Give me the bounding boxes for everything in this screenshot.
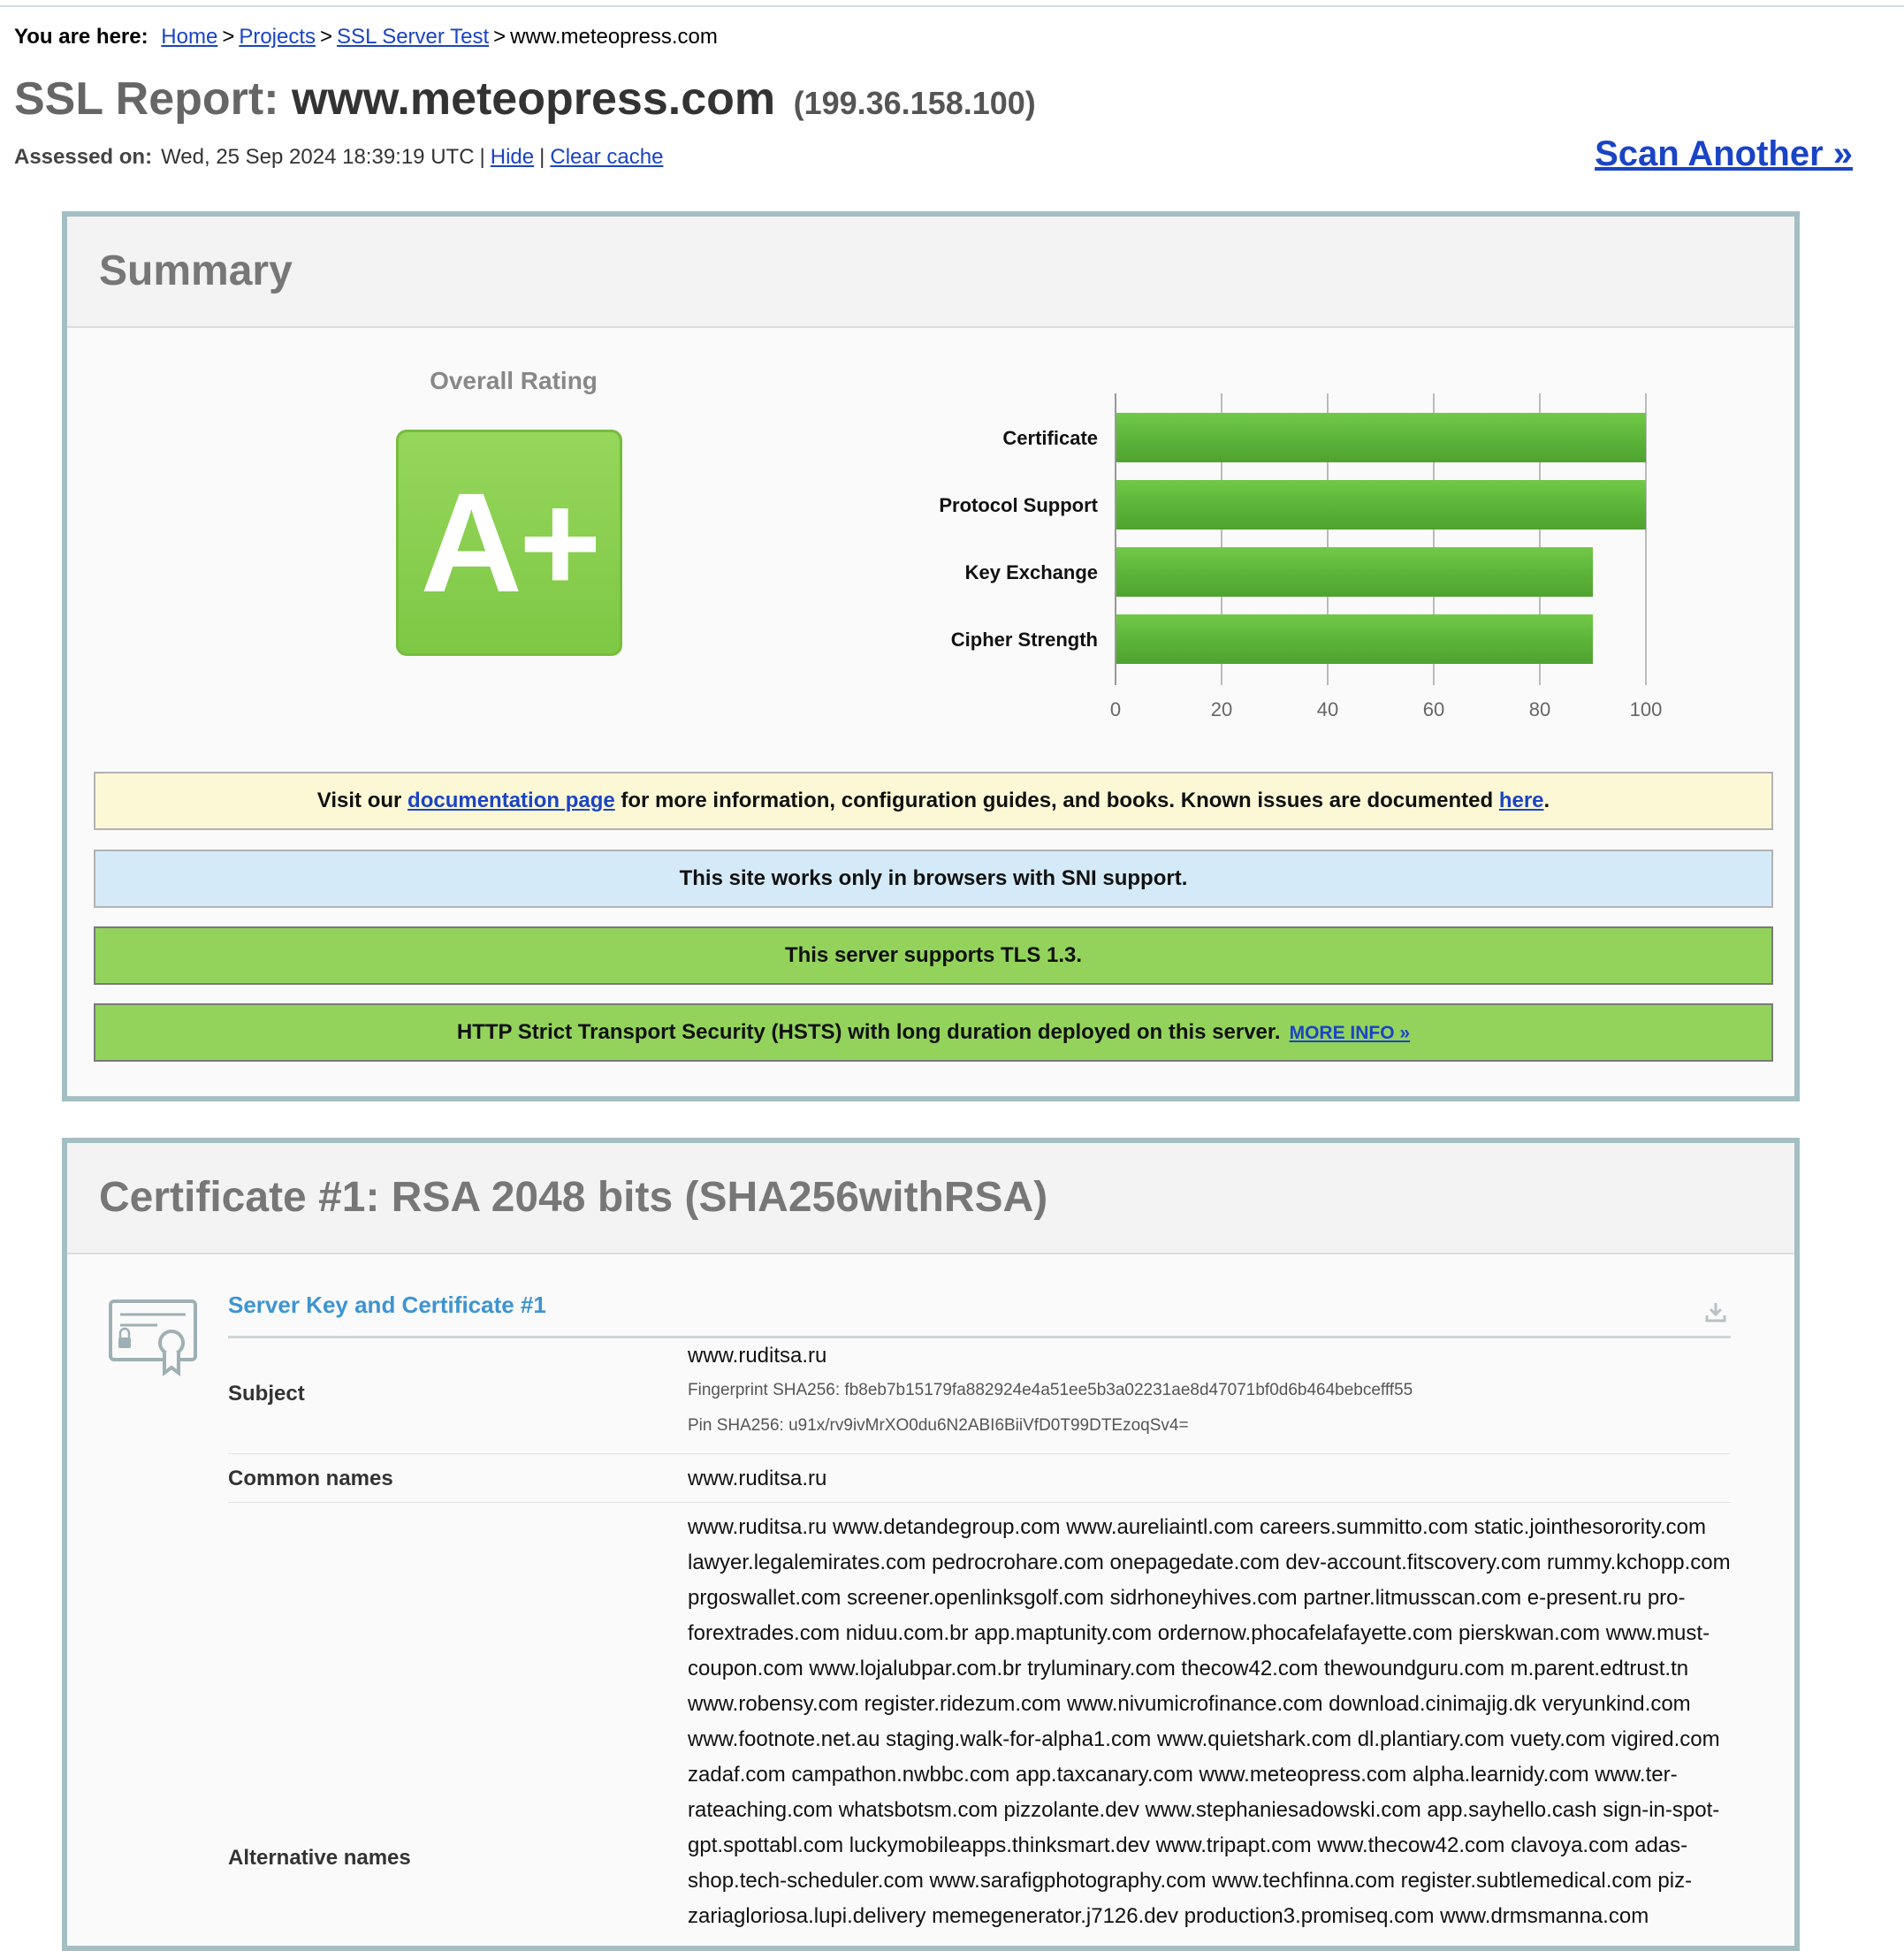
download-icon[interactable]: [1704, 1300, 1727, 1323]
alternative-names-label: Alternative names: [228, 1846, 411, 1870]
summary-title: Summary: [99, 248, 293, 294]
breadcrumb-current: www.meteopress.com: [510, 25, 718, 49]
bar-protocol-support: [1116, 480, 1646, 530]
certificate-header: [67, 1143, 1794, 1254]
scan-another-link[interactable]: Scan Another »: [1595, 134, 1853, 173]
documentation-notice: Visit our documentation page for more information, configuration guides, and books. Known issues are documented here.: [94, 772, 1773, 830]
category-label: Protocol Support: [939, 494, 1098, 516]
title-host: www.meteopress.com: [291, 73, 776, 125]
clear-cache-link[interactable]: Clear cache: [550, 145, 664, 169]
fingerprint-sha256: Fingerprint SHA256: fb8eb7b15179fa882924e4a51ee5b3a02231ae8d47071bf0d6b464bebcefff55: [688, 1381, 1413, 1399]
subject-value: www.ruditsa.ru: [688, 1344, 827, 1368]
category-label: Cipher Strength: [950, 629, 1098, 651]
x-tick-label: 40: [1316, 698, 1339, 720]
bar-key-exchange: [1116, 547, 1593, 597]
certificate-panel: [62, 1138, 1800, 1951]
bar-cipher-strength: [1116, 614, 1593, 664]
x-tick-label: 60: [1422, 698, 1445, 720]
x-tick-label: 80: [1528, 698, 1551, 720]
known-issues-link[interactable]: here: [1498, 789, 1544, 812]
common-names-value: www.ruditsa.ru: [688, 1467, 827, 1490]
x-tick-label: 100: [1629, 698, 1663, 720]
top-divider: [0, 5, 1904, 7]
hide-link[interactable]: Hide: [490, 145, 535, 169]
subject-row: [228, 1342, 1731, 1454]
breadcrumb-projects-link[interactable]: Projects: [239, 25, 316, 49]
sni-notice: This site works only in browsers with SNI support.: [94, 850, 1773, 908]
rating-bar-chart: [827, 393, 1676, 729]
certificate-title: Certificate #1: RSA 2048 bits (SHA256withRSA): [99, 1174, 1048, 1221]
hsts-notice: [94, 1003, 1773, 1062]
title-prefix: SSL Report:: [14, 73, 279, 125]
x-tick-label: 0: [1109, 698, 1122, 720]
page-title: [14, 72, 1036, 126]
category-label: Certificate: [1002, 427, 1098, 449]
bar-certificate: [1116, 413, 1646, 462]
breadcrumb-ssl-server-test-link[interactable]: SSL Server Test: [337, 25, 490, 49]
assessed-on: Assessed on: Wed, 25 Sep 2024 18:39:19 UTC | Hide | Clear cache: [14, 145, 664, 169]
summary-panel: [62, 211, 1800, 1101]
subject-label: Subject: [228, 1382, 305, 1406]
x-tick-label: 20: [1210, 698, 1233, 720]
category-label: Key Exchange: [964, 561, 1098, 583]
common-names-label: Common names: [228, 1467, 393, 1490]
server-key-section-title: Server Key and Certificate #1: [228, 1292, 1731, 1338]
tls13-notice: This server supports TLS 1.3.: [94, 926, 1773, 985]
title-ip: (199.36.158.100): [793, 85, 1036, 121]
breadcrumb-lead: You are here:: [14, 25, 149, 49]
assessed-value: Wed, 25 Sep 2024 18:39:19 UTC: [161, 145, 475, 169]
assessed-label: Assessed on:: [14, 145, 153, 169]
breadcrumb: You are here: Home > Projects > SSL Server Test > www.meteopress.com: [14, 25, 718, 49]
overall-rating-label: Overall Rating: [430, 367, 598, 394]
alternative-names-value: www.ruditsa.ru www.detandegroup.com www.aureliaintl.com careers.summitto.com static.jointhesorority.com lawyer.legalemirates.com pedrocrohare.com onepagedate.com dev-account.fitscovery.com rummy.kchopp.com prgoswallet.com screener.openlinksgolf.com sidrhoneyhives.com partner.litmusscan.com e-present.ru pro-forextrades.com niduu.com.br app.maptunity.com ordernow.phocafelafayette.com pierskwan.com www.must-coupon.com www.lojalubpar.com.br tryluminary.com thecow42.com thewoundguru.com m.parent.edtrust.tn www.robensy.com register.ridezum.com www.nivumicrofinance.com download.cinimajig.dk veryunkind.com www.footnote.net.au staging.walk-for-alpha1.com www.quietshark.com dl.plantiary.com vuety.com vigired.com zadaf.com campathon.nwbbc.com app.taxcanary.com www.meteopress.com alpha.learnidy.com www.ter-rateaching.com whatsbotsm.com pizzolante.dev www.stephaniesadowski.com app.sayhello.cash sign-in-spot-gpt.spottabl.com luckymobileapps.thinksmart.dev www.tripapt.com www.thecow42.com clavoya.com adas-shop.tech-scheduler.com www.sarafigphotography.com www.techfinna.com register.subtlemedical.com piz-zariagloriosa.lupi.delivery memegenerator.j7126.dev production3.promiseq.com www.drmsmanna.com: [688, 1515, 1731, 1928]
hsts-text: HTTP Strict Transport Security (HSTS) with long duration deployed on this server.: [456, 1020, 1281, 1044]
pin-sha256: Pin SHA256: u91x/rv9ivMrXO0du6N2ABI6BiiVfD0T99DTEzoqSv4=: [688, 1416, 1189, 1435]
breadcrumb-home-link[interactable]: Home: [161, 25, 218, 49]
common-names-row: [228, 1454, 1731, 1503]
summary-header: [67, 217, 1794, 328]
hsts-more-info-link[interactable]: MORE INFO »: [1289, 1023, 1411, 1043]
certificate-icon: [108, 1299, 198, 1376]
alternative-names-row: [228, 1503, 1731, 1951]
documentation-page-link[interactable]: documentation page: [407, 789, 615, 812]
grade-badge: A+: [396, 430, 622, 656]
